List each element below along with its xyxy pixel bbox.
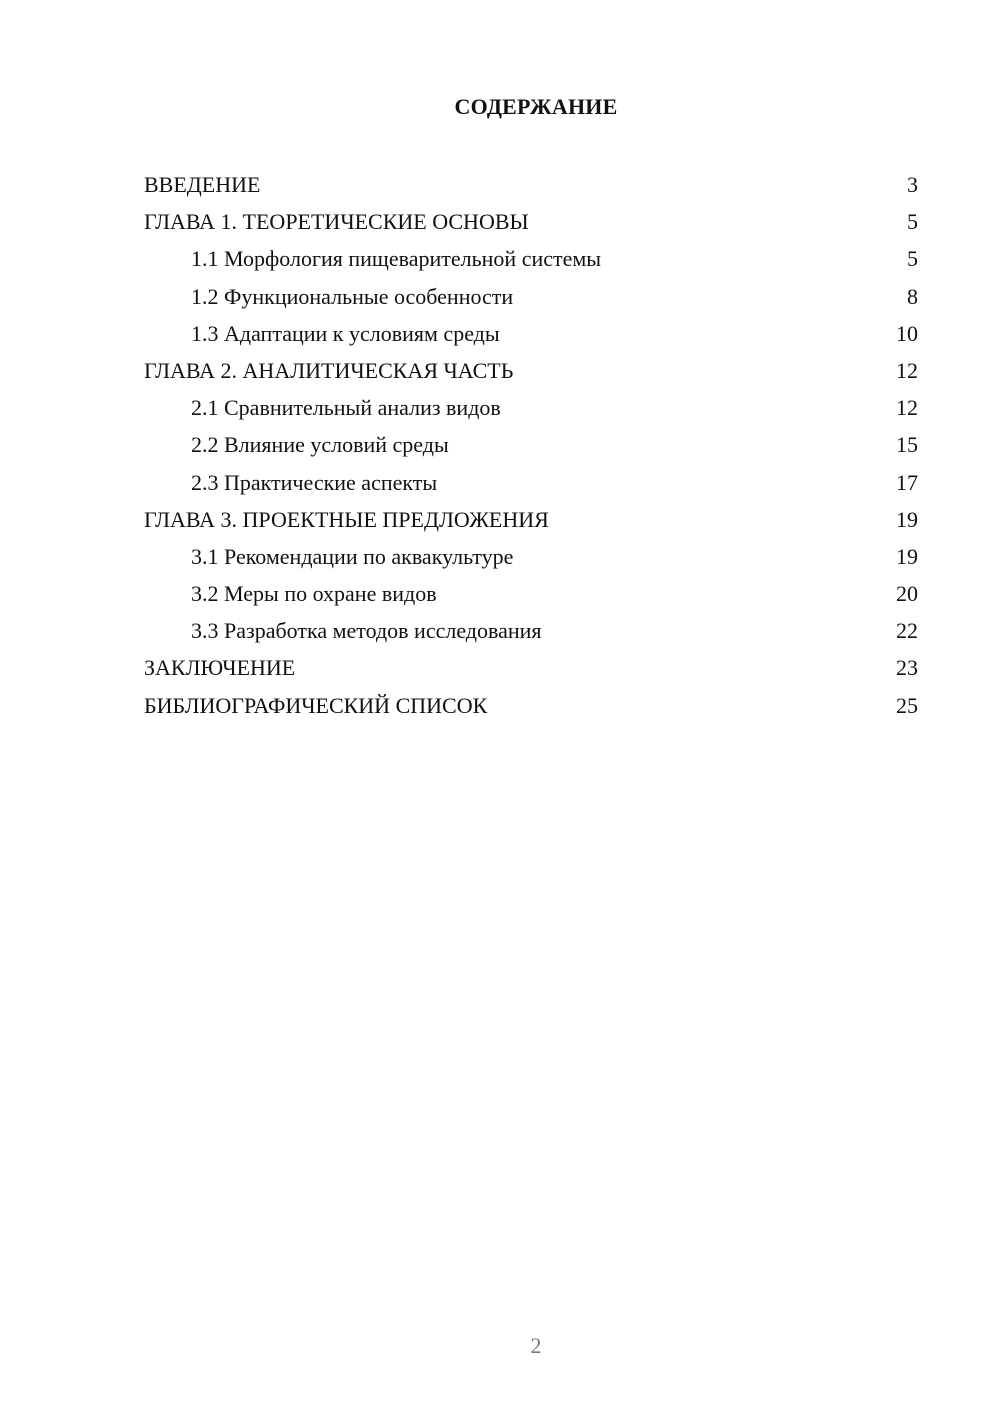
toc-entry-label: 2.3 Практические аспекты: [191, 469, 438, 495]
toc-entry-label: 2.1 Сравнительный анализ видов: [191, 395, 501, 421]
toc-entry-page: 12: [896, 395, 918, 421]
toc-entry: [144, 278, 918, 315]
toc-entry-label: 3.3 Разработка методов исследования: [191, 618, 542, 644]
toc-entry-page: 19: [896, 506, 918, 532]
toc-entry-page: 12: [896, 357, 918, 383]
toc-entry: [144, 389, 918, 426]
toc-entry-page: 5: [907, 246, 918, 272]
toc-entry-label: 1.1 Морфология пищеварительной системы: [191, 246, 602, 272]
toc-entry: [144, 687, 918, 724]
toc-entry-page: 10: [896, 320, 918, 346]
toc-entry-label: ГЛАВА 2. АНАЛИТИЧЕСКАЯ ЧАСТЬ: [144, 357, 514, 383]
toc-entry: [144, 426, 918, 463]
toc-entry: [144, 538, 918, 575]
toc-entry-label: ВВЕДЕНИЕ: [144, 172, 261, 197]
toc-entry: [144, 315, 918, 352]
toc-entry: [144, 649, 918, 686]
toc-entry-label: ГЛАВА 1. ТЕОРЕТИЧЕСКИЕ ОСНОВЫ: [144, 209, 529, 235]
toc-entry-page: 3: [907, 172, 918, 197]
toc-entry-label: 3.2 Меры по охране видов: [191, 581, 437, 607]
toc-entry-label: ГЛАВА 3. ПРОЕКТНЫЕ ПРЕДЛОЖЕНИЯ: [144, 506, 549, 532]
toc-entry-label: 1.2 Функциональные особенности: [191, 283, 514, 309]
toc-entry-label: ЗАКЛЮЧЕНИЕ: [144, 655, 296, 681]
table-of-contents: [144, 166, 918, 724]
toc-entry-label: 1.3 Адаптации к условиям среды: [191, 320, 500, 346]
toc-entry-label: 3.1 Рекомендации по аквакультуре: [191, 543, 514, 569]
toc-entry-page: 20: [896, 581, 918, 607]
toc-entry-page: 17: [896, 469, 918, 495]
page-number: 2: [530, 1333, 542, 1358]
toc-entry: [144, 203, 918, 240]
toc-entry: [144, 166, 918, 203]
toc-entry-label: 2.2 Влияние условий среды: [191, 432, 449, 458]
toc-entry: [144, 575, 918, 612]
toc-entry: [144, 352, 918, 389]
toc-entry: [144, 464, 918, 501]
toc-entry: [144, 501, 918, 538]
toc-entry-page: 23: [896, 655, 918, 681]
toc-entry-page: 25: [896, 692, 918, 718]
toc-entry: [144, 240, 918, 277]
toc-entry-page: 5: [907, 209, 918, 235]
toc-entry-page: 19: [896, 543, 918, 569]
toc-entry-label: БИБЛИОГРАФИЧЕСКИЙ СПИСОК: [144, 692, 488, 718]
toc-entry-page: 22: [896, 618, 918, 644]
toc-title: СОДЕРЖАНИЕ: [454, 94, 618, 119]
toc-entry-page: 8: [907, 283, 918, 309]
toc-entry: [144, 612, 918, 649]
toc-entry-page: 15: [896, 432, 918, 458]
